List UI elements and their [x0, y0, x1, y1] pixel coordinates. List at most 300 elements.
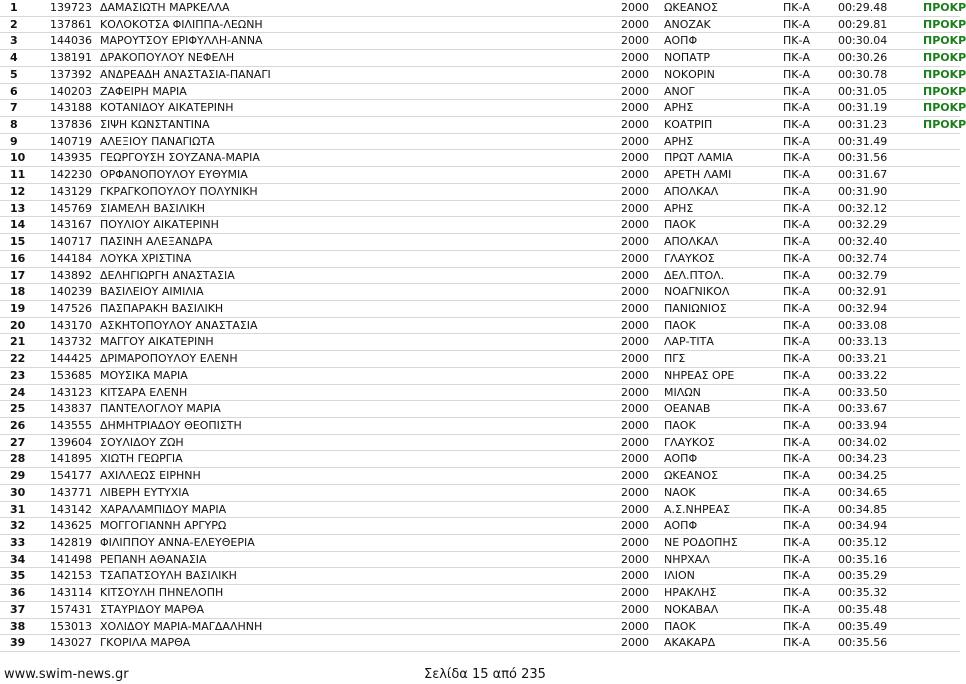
- athlete-name-cell: ΛΙΒΕΡΗ ΕΥΤΥΧΙΑ: [100, 485, 190, 499]
- athlete-id-cell: 142819: [50, 536, 92, 549]
- table-row: [0, 100, 966, 117]
- athlete-name-cell: ΜΑΡΟΥΤΣΟΥ ΕΡΙΦΥΛΛΗ-ΑΝΝΑ: [100, 34, 263, 48]
- club-cell: Α.Σ.ΝΗΡΕΑΣ: [664, 502, 731, 516]
- table-row: [0, 318, 960, 335]
- athlete-name-cell: ΣΙΑΜΕΛΗ ΒΑΣΙΛΙΚΗ: [100, 201, 205, 215]
- qualification-cell: ΠΡΟΚΡ: [923, 51, 966, 65]
- athlete-id-cell: 157431: [50, 602, 92, 616]
- birth-year-cell: 2000: [621, 67, 649, 81]
- birth-year-cell: 2000: [621, 619, 649, 633]
- table-row: [0, 17, 966, 34]
- category-cell: ΠΚ-Α: [783, 402, 810, 416]
- athlete-id-cell: 144425: [50, 352, 92, 366]
- athlete-name-cell: ΤΣΑΠΑΤΣΟΥΛΗ ΒΑΣΙΛΙΚΗ: [100, 569, 237, 583]
- birth-year-cell: 2000: [621, 151, 649, 165]
- athlete-name-cell: ΚΟΛΟΚΟΤΣΑ ΦΙΛΙΠΠΑ-ΛΕΩΝΗ: [100, 17, 263, 31]
- rank-cell: 2: [10, 17, 18, 31]
- time-cell: 00:33.67: [838, 402, 888, 416]
- athlete-id-cell: 153013: [50, 619, 92, 633]
- time-cell: 00:32.91: [838, 285, 888, 299]
- table-row: [0, 67, 966, 84]
- rank-cell: 33: [10, 536, 26, 549]
- club-cell: ΠΑΟΚ: [664, 318, 696, 332]
- athlete-id-cell: 143771: [50, 485, 92, 499]
- club-cell: ΜΙΛΩΝ: [664, 385, 701, 399]
- birth-year-cell: 2000: [621, 1, 649, 14]
- time-cell: 00:35.16: [838, 552, 888, 566]
- time-cell: 00:34.94: [838, 519, 888, 533]
- birth-year-cell: 2000: [621, 485, 649, 499]
- club-cell: ΑΡΗΣ: [664, 101, 694, 115]
- birth-year-cell: 2000: [621, 17, 649, 31]
- athlete-id-cell: 140719: [50, 134, 92, 148]
- qualification-cell: ΠΡΟΚΡ: [923, 1, 966, 14]
- time-cell: 00:35.12: [838, 536, 888, 549]
- athlete-id-cell: 143892: [50, 268, 92, 282]
- rank-cell: 26: [10, 418, 26, 432]
- time-cell: 00:30.26: [838, 51, 888, 65]
- table-row: [0, 351, 960, 368]
- rank-cell: 24: [10, 385, 26, 399]
- club-cell: ΟΕΑΝΑΒ: [664, 402, 711, 416]
- category-cell: ΠΚ-Α: [783, 134, 810, 148]
- athlete-id-cell: 141498: [50, 552, 92, 566]
- time-cell: 00:34.02: [838, 435, 888, 449]
- birth-year-cell: 2000: [621, 34, 649, 48]
- birth-year-cell: 2000: [621, 552, 649, 566]
- athlete-name-cell: ΚΙΤΣΟΥΛΗ ΠΗΝΕΛΟΠΗ: [100, 586, 224, 600]
- athlete-name-cell: ΔΡΙΜΑΡΟΠΟΥΛΟΥ ΕΛΕΝΗ: [100, 352, 238, 366]
- site-url: www.swim-news.gr: [4, 667, 129, 682]
- athlete-id-cell: 142230: [50, 168, 92, 182]
- time-cell: 00:35.56: [838, 636, 888, 650]
- time-cell: 00:31.67: [838, 168, 888, 182]
- birth-year-cell: 2000: [621, 418, 649, 432]
- category-cell: ΠΚ-Α: [783, 636, 810, 650]
- birth-year-cell: 2000: [621, 435, 649, 449]
- category-cell: ΠΚ-Α: [783, 335, 810, 349]
- birth-year-cell: 2000: [621, 301, 649, 315]
- table-row: [0, 117, 966, 134]
- rank-cell: 13: [10, 201, 26, 215]
- athlete-id-cell: 143625: [50, 519, 92, 533]
- qualification-cell: ΠΡΟΚΡ: [923, 34, 966, 48]
- club-cell: ΩΚΕΑΝΟΣ: [664, 1, 718, 14]
- club-cell: ΑΝΟΓ: [664, 84, 695, 98]
- table-row: [0, 585, 960, 602]
- club-cell: ΑΟΠΦ: [664, 452, 698, 466]
- qualification-cell: ΠΡΟΚΡ: [923, 84, 966, 98]
- rank-cell: 7: [10, 101, 18, 115]
- table-row: [0, 451, 960, 468]
- time-cell: 00:31.90: [838, 184, 888, 198]
- athlete-id-cell: 137392: [50, 67, 92, 81]
- birth-year-cell: 2000: [621, 586, 649, 600]
- time-cell: 00:35.48: [838, 602, 888, 616]
- club-cell: ΑΚΑΚΑΡΔ: [664, 636, 716, 650]
- athlete-name-cell: ΔΡΑΚΟΠΟΥΛΟΥ ΝΕΦΕΛΗ: [100, 51, 235, 65]
- athlete-name-cell: ΜΟΥΣΙΚΑ ΜΑΡΙΑ: [100, 368, 188, 382]
- birth-year-cell: 2000: [621, 469, 649, 483]
- category-cell: ΠΚ-Α: [783, 251, 810, 265]
- birth-year-cell: 2000: [621, 168, 649, 182]
- birth-year-cell: 2000: [621, 84, 649, 98]
- birth-year-cell: 2000: [621, 285, 649, 299]
- time-cell: 00:32.94: [838, 301, 888, 315]
- time-cell: 00:30.04: [838, 34, 888, 48]
- time-cell: 00:33.22: [838, 368, 888, 382]
- rank-cell: 27: [10, 435, 26, 449]
- qualification-cell: ΠΡΟΚΡ: [923, 118, 966, 132]
- category-cell: ΠΚ-Α: [783, 101, 810, 115]
- athlete-id-cell: 141895: [50, 452, 92, 466]
- category-cell: ΠΚ-Α: [783, 34, 810, 48]
- page-number: Σελίδα 15 από 235: [424, 667, 546, 682]
- rank-cell: 19: [10, 301, 26, 315]
- birth-year-cell: 2000: [621, 452, 649, 466]
- time-cell: 00:30.78: [838, 67, 888, 81]
- rank-cell: 31: [10, 502, 26, 516]
- athlete-id-cell: 138191: [50, 51, 92, 65]
- birth-year-cell: 2000: [621, 335, 649, 349]
- time-cell: 00:31.05: [838, 84, 888, 98]
- athlete-name-cell: ΒΑΣΙΛΕΙΟΥ ΑΙΜΙΛΙΑ: [100, 285, 204, 299]
- birth-year-cell: 2000: [621, 201, 649, 215]
- time-cell: 00:34.85: [838, 502, 888, 516]
- athlete-name-cell: ΛΟΥΚΑ ΧΡΙΣΤΙΝΑ: [100, 251, 192, 265]
- athlete-name-cell: ΡΕΠΑΝΗ ΑΘΑΝΑΣΙΑ: [100, 552, 207, 566]
- club-cell: ΝΗΡΕΑΣ ΟΡΕ: [664, 368, 735, 382]
- club-cell: ΝΟΚΑΒΑΛ: [664, 602, 719, 616]
- table-row: [0, 217, 960, 234]
- birth-year-cell: 2000: [621, 368, 649, 382]
- athlete-id-cell: 143027: [50, 636, 92, 650]
- athlete-name-cell: ΔΑΜΑΣΙΩΤΗ ΜΑΡΚΕΛΛΑ: [100, 1, 230, 14]
- time-cell: 00:33.08: [838, 318, 888, 332]
- table-row: [0, 485, 960, 502]
- table-row: [0, 150, 960, 167]
- rank-cell: 9: [10, 134, 18, 148]
- birth-year-cell: 2000: [621, 251, 649, 265]
- athlete-name-cell: ΜΟΓΓΟΓΙΑΝΝΗ ΑΡΓΥΡΩ: [100, 519, 227, 533]
- table-row: [0, 368, 960, 385]
- time-cell: 00:34.23: [838, 452, 888, 466]
- category-cell: ΠΚ-Α: [783, 435, 810, 449]
- rank-cell: 16: [10, 251, 26, 265]
- athlete-id-cell: 145769: [50, 201, 92, 215]
- club-cell: ΗΡΑΚΛΗΣ: [664, 586, 717, 600]
- rank-cell: 14: [10, 218, 26, 232]
- table-row: [0, 385, 960, 402]
- birth-year-cell: 2000: [621, 101, 649, 115]
- birth-year-cell: 2000: [621, 402, 649, 416]
- table-row: [0, 234, 960, 251]
- rank-cell: 10: [10, 151, 26, 165]
- birth-year-cell: 2000: [621, 502, 649, 516]
- athlete-id-cell: 140203: [50, 84, 92, 98]
- birth-year-cell: 2000: [621, 536, 649, 549]
- athlete-name-cell: ΚΟΤΑΝΙΔΟΥ ΑΙΚΑΤΕΡΙΝΗ: [100, 101, 234, 115]
- qualification-cell: ΠΡΟΚΡ: [923, 17, 966, 31]
- rank-cell: 37: [10, 602, 26, 616]
- club-cell: ΔΕΛ.ΠΤΟΛ.: [664, 268, 725, 282]
- athlete-name-cell: ΑΝΔΡΕΑΔΗ ΑΝΑΣΤΑΣΙΑ-ΠΑΝΑΓΙ: [100, 67, 271, 81]
- time-cell: 00:33.50: [838, 385, 888, 399]
- rank-cell: 11: [10, 168, 26, 182]
- birth-year-cell: 2000: [621, 636, 649, 650]
- athlete-name-cell: ΜΑΓΓΟΥ ΑΙΚΑΤΕΡΙΝΗ: [100, 335, 214, 349]
- athlete-name-cell: ΠΟΥΛΙΟΥ ΑΙΚΑΤΕΡΙΝΗ: [100, 218, 219, 232]
- table-row: [0, 619, 960, 636]
- club-cell: ΑΟΠΦ: [664, 34, 698, 48]
- category-cell: ΠΚ-Α: [783, 368, 810, 382]
- club-cell: ΙΛΙΟΝ: [664, 569, 695, 583]
- birth-year-cell: 2000: [621, 385, 649, 399]
- athlete-id-cell: 143123: [50, 385, 92, 399]
- birth-year-cell: 2000: [621, 51, 649, 65]
- table-row: [0, 334, 960, 351]
- category-cell: ΠΚ-Α: [783, 51, 810, 65]
- rank-cell: 30: [10, 485, 26, 499]
- rank-cell: 35: [10, 569, 26, 583]
- category-cell: ΠΚ-Α: [783, 268, 810, 282]
- rank-cell: 5: [10, 67, 18, 81]
- table-row: [0, 418, 960, 435]
- club-cell: ΠΑΟΚ: [664, 619, 696, 633]
- club-cell: ΝΟΚΟΡΙΝ: [664, 67, 715, 81]
- table-row: [0, 535, 960, 552]
- rank-cell: 29: [10, 469, 26, 483]
- birth-year-cell: 2000: [621, 268, 649, 282]
- birth-year-cell: 2000: [621, 118, 649, 132]
- time-cell: 00:35.32: [838, 586, 888, 600]
- table-row: [0, 134, 960, 151]
- birth-year-cell: 2000: [621, 352, 649, 366]
- table-row: [0, 251, 960, 268]
- rank-cell: 15: [10, 235, 26, 249]
- rank-cell: 3: [10, 34, 18, 48]
- time-cell: 00:33.13: [838, 335, 888, 349]
- athlete-id-cell: 137836: [50, 118, 92, 132]
- club-cell: ΝΟΠΑΤΡ: [664, 51, 711, 65]
- category-cell: ΠΚ-Α: [783, 218, 810, 232]
- rank-cell: 4: [10, 51, 18, 65]
- club-cell: ΝΟΑΓΝΙΚΟΛ: [664, 285, 730, 299]
- club-cell: ΓΛΑΥΚΟΣ: [664, 435, 715, 449]
- category-cell: ΠΚ-Α: [783, 67, 810, 81]
- category-cell: ΠΚ-Α: [783, 552, 810, 566]
- category-cell: ΠΚ-Α: [783, 1, 810, 14]
- time-cell: 00:34.65: [838, 485, 888, 499]
- category-cell: ΠΚ-Α: [783, 418, 810, 432]
- athlete-id-cell: 154177: [50, 469, 92, 483]
- qualification-cell: ΠΡΟΚΡ: [923, 101, 966, 115]
- club-cell: ΩΚΕΑΝΟΣ: [664, 469, 718, 483]
- club-cell: ΛΑΡ-ΤΙΤΑ: [664, 335, 714, 349]
- athlete-id-cell: 143170: [50, 318, 92, 332]
- athlete-name-cell: ΧΑΡΑΛΑΜΠΙΔΟΥ ΜΑΡΙΑ: [100, 502, 227, 516]
- club-cell: ΑΠΟΛΚΑΛ: [664, 235, 719, 249]
- category-cell: ΠΚ-Α: [783, 352, 810, 366]
- athlete-name-cell: ΑΣΚΗΤΟΠΟΥΛΟΥ ΑΝΑΣΤΑΣΙΑ: [100, 318, 258, 332]
- table-row: [0, 268, 960, 285]
- category-cell: ΠΚ-Α: [783, 469, 810, 483]
- athlete-name-cell: ΦΙΛΙΠΠΟΥ ΑΝΝΑ-ΕΛΕΥΘΕΡΙΑ: [100, 536, 255, 549]
- birth-year-cell: 2000: [621, 218, 649, 232]
- time-cell: 00:33.94: [838, 418, 888, 432]
- table-row: [0, 50, 966, 67]
- category-cell: ΠΚ-Α: [783, 318, 810, 332]
- birth-year-cell: 2000: [621, 134, 649, 148]
- table-row: [0, 301, 960, 318]
- table-row: [0, 33, 966, 50]
- category-cell: ΠΚ-Α: [783, 586, 810, 600]
- club-cell: ΑΝΟΖΑΚ: [664, 17, 711, 31]
- athlete-name-cell: ΠΑΣΙΝΗ ΑΛΕΞΑΝΔΡΑ: [100, 235, 213, 249]
- athlete-name-cell: ΔΗΜΗΤΡΙΑΔΟΥ ΘΕΟΠΙΣΤΗ: [100, 418, 242, 432]
- athlete-id-cell: 139604: [50, 435, 92, 449]
- time-cell: 00:32.74: [838, 251, 888, 265]
- club-cell: ΠΑΟΚ: [664, 218, 696, 232]
- table-row: [0, 635, 960, 652]
- category-cell: ΠΚ-Α: [783, 151, 810, 165]
- time-cell: 00:32.79: [838, 268, 888, 282]
- category-cell: ΠΚ-Α: [783, 17, 810, 31]
- table-row: [0, 602, 960, 619]
- athlete-id-cell: 143732: [50, 335, 92, 349]
- category-cell: ΠΚ-Α: [783, 485, 810, 499]
- category-cell: ΠΚ-Α: [783, 452, 810, 466]
- club-cell: ΑΡΗΣ: [664, 134, 694, 148]
- athlete-id-cell: 137861: [50, 17, 92, 31]
- rank-cell: 12: [10, 184, 26, 198]
- time-cell: 00:31.23: [838, 118, 888, 132]
- table-row: [0, 167, 960, 184]
- birth-year-cell: 2000: [621, 602, 649, 616]
- athlete-id-cell: 140239: [50, 285, 92, 299]
- table-row: [0, 568, 960, 585]
- time-cell: 00:31.19: [838, 101, 888, 115]
- athlete-id-cell: 153685: [50, 368, 92, 382]
- table-row: [0, 435, 960, 452]
- club-cell: ΠΓΣ: [664, 352, 686, 366]
- time-cell: 00:32.40: [838, 235, 888, 249]
- rank-cell: 6: [10, 84, 18, 98]
- rank-cell: 20: [10, 318, 26, 332]
- time-cell: 00:32.12: [838, 201, 888, 215]
- athlete-name-cell: ΖΑΦΕΙΡΗ ΜΑΡΙΑ: [100, 84, 187, 98]
- rank-cell: 21: [10, 335, 26, 349]
- athlete-id-cell: 143837: [50, 402, 92, 416]
- table-row: [0, 201, 960, 218]
- qualification-cell: ΠΡΟΚΡ: [923, 67, 966, 81]
- birth-year-cell: 2000: [621, 519, 649, 533]
- time-cell: 00:34.25: [838, 469, 888, 483]
- table-row: [0, 284, 960, 301]
- time-cell: 00:35.29: [838, 569, 888, 583]
- category-cell: ΠΚ-Α: [783, 301, 810, 315]
- category-cell: ΠΚ-Α: [783, 235, 810, 249]
- category-cell: ΠΚ-Α: [783, 84, 810, 98]
- athlete-name-cell: ΓΚΡΑΓΚΟΠΟΥΛΟΥ ΠΟΛΥΝΙΚΗ: [100, 184, 258, 198]
- time-cell: 00:31.49: [838, 134, 888, 148]
- time-cell: 00:29.81: [838, 17, 888, 31]
- athlete-name-cell: ΣΤΑΥΡΙΔΟΥ ΜΑΡΘΑ: [100, 602, 205, 616]
- rank-cell: 18: [10, 285, 26, 299]
- athlete-id-cell: 143935: [50, 151, 92, 165]
- athlete-name-cell: ΑΧΙΛΛΕΩΣ ΕΙΡΗΝΗ: [100, 469, 201, 483]
- table-row: [0, 518, 960, 535]
- club-cell: ΠΡΩΤ ΛΑΜΙΑ: [664, 151, 733, 165]
- category-cell: ΠΚ-Α: [783, 118, 810, 132]
- category-cell: ΠΚ-Α: [783, 569, 810, 583]
- rank-cell: 28: [10, 452, 26, 466]
- athlete-id-cell: 143167: [50, 218, 92, 232]
- club-cell: ΝΗΡΧΑΛ: [664, 552, 710, 566]
- club-cell: ΑΡΕΤΗ ΛΑΜΙ: [664, 168, 732, 182]
- athlete-name-cell: ΚΙΤΣΑΡΑ ΕΛΕΝΗ: [100, 385, 188, 399]
- athlete-id-cell: 142153: [50, 569, 92, 583]
- athlete-name-cell: ΠΑΝΤΕΛΟΓΛΟΥ ΜΑΡΙΑ: [100, 402, 221, 416]
- table-row: [0, 502, 960, 519]
- club-cell: ΠΑΟΚ: [664, 418, 696, 432]
- time-cell: 00:29.48: [838, 1, 888, 14]
- table-row: [0, 468, 960, 485]
- rank-cell: 38: [10, 619, 26, 633]
- athlete-id-cell: 144184: [50, 251, 92, 265]
- athlete-name-cell: ΠΑΣΠΑΡΑΚΗ ΒΑΣΙΛΙΚΗ: [100, 301, 224, 315]
- athlete-name-cell: ΣΟΥΛΙΔΟΥ ΖΩΗ: [100, 435, 184, 449]
- category-cell: ΠΚ-Α: [783, 536, 810, 549]
- table-row: [0, 401, 960, 418]
- athlete-name-cell: ΓΚΟΡΙΛΑ ΜΑΡΘΑ: [100, 636, 191, 650]
- category-cell: ΠΚ-Α: [783, 201, 810, 215]
- rank-cell: 34: [10, 552, 26, 566]
- category-cell: ΠΚ-Α: [783, 502, 810, 516]
- athlete-name-cell: ΔΕΛΗΓΙΩΡΓΗ ΑΝΑΣΤΑΣΙΑ: [100, 268, 235, 282]
- athlete-name-cell: ΣΙΨΗ ΚΩΝΣΤΑΝΤΙΝΑ: [100, 118, 210, 132]
- category-cell: ΠΚ-Α: [783, 184, 810, 198]
- club-cell: ΚΟΑΤΡΙΠ: [664, 118, 713, 132]
- time-cell: 00:31.56: [838, 151, 888, 165]
- table-row: [0, 184, 960, 201]
- rank-cell: 22: [10, 352, 26, 366]
- athlete-name-cell: ΑΛΕΞΙΟΥ ΠΑΝΑΓΙΩΤΑ: [100, 134, 215, 148]
- table-row: [0, 0, 966, 17]
- time-cell: 00:35.49: [838, 619, 888, 633]
- rank-cell: 8: [10, 118, 18, 132]
- rank-cell: 25: [10, 402, 26, 416]
- birth-year-cell: 2000: [621, 184, 649, 198]
- category-cell: ΠΚ-Α: [783, 602, 810, 616]
- club-cell: ΑΟΠΦ: [664, 519, 698, 533]
- athlete-id-cell: 143555: [50, 418, 92, 432]
- athlete-id-cell: 147526: [50, 301, 92, 315]
- category-cell: ΠΚ-Α: [783, 385, 810, 399]
- table-row: [0, 84, 966, 101]
- category-cell: ΠΚ-Α: [783, 619, 810, 633]
- rank-cell: 17: [10, 268, 26, 282]
- rank-cell: 36: [10, 586, 26, 600]
- category-cell: ΠΚ-Α: [783, 519, 810, 533]
- rank-cell: 32: [10, 519, 26, 533]
- club-cell: ΝΑΟΚ: [664, 485, 696, 499]
- table-row: [0, 552, 960, 569]
- rank-cell: 39: [10, 636, 26, 650]
- club-cell: ΑΠΟΛΚΑΛ: [664, 184, 719, 198]
- athlete-id-cell: 143188: [50, 101, 92, 115]
- club-cell: ΑΡΗΣ: [664, 201, 694, 215]
